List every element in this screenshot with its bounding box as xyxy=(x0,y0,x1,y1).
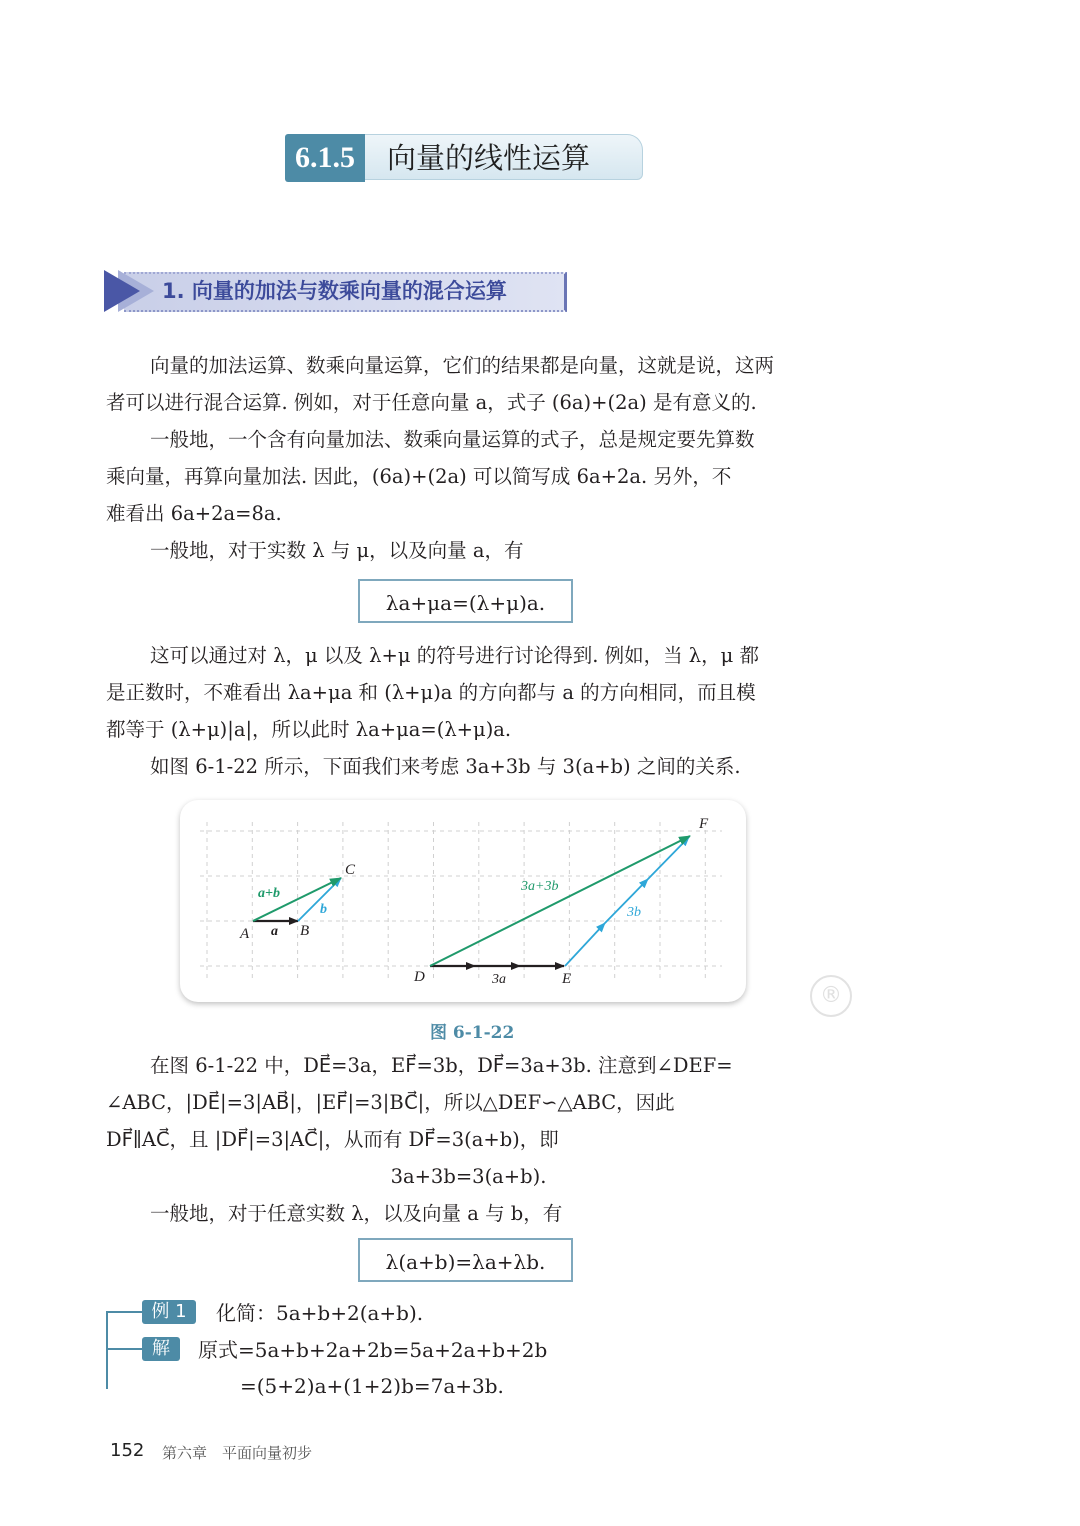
p1-line2: 者可以进行混合运算. 例如，对于任意向量 a，式子 (6a)+(2a) 是有意义的. xyxy=(106,391,757,414)
paragraph-3 xyxy=(106,1047,831,1232)
p6-line3: DF⃗∥AC⃗，且 |DF⃗|=3|AC⃗|，从而有 DF⃗=3(a+b)，即 xyxy=(106,1128,559,1151)
chapter-title: 第六章 平面向量初步 xyxy=(162,1444,313,1462)
p4-line2: 是正数时，不难看出 λa+μa 和 (λ+μ)a 的方向都与 a 的方向相同，而且模 xyxy=(106,681,756,704)
p4-line1: 这可以通过对 λ，μ 以及 λ+μ 的符号进行讨论得到. 例如，当 λ，μ 都 xyxy=(150,644,760,667)
example-label: 例 1 xyxy=(142,1300,196,1324)
p2-line2: 乘向量，再算向量加法. 因此，(6a)+(2a) 可以简写成 6a+2a. 另外，不 xyxy=(106,465,732,488)
p4-line3: 都等于 (λ+μ)|a|，所以此时 λa+μa=(λ+μ)a. xyxy=(106,718,512,741)
p6-equation: 3a+3b=3(a+b). xyxy=(390,1165,547,1188)
example-connector-1 xyxy=(106,1311,142,1313)
registered-watermark-icon: ® xyxy=(810,975,852,1017)
p2-line1: 一般地，一个含有向量加法、数乘向量运算的式子，总是规定要先算数 xyxy=(150,428,755,451)
example-question: 化简：5a+b+2(a+b). xyxy=(216,1301,424,1325)
section-title-text: 向量的线性运算 xyxy=(365,134,643,180)
section-title xyxy=(285,134,645,182)
p2-line3: 难看出 6a+2a=8a. xyxy=(106,502,282,525)
label-a: a xyxy=(271,924,278,939)
label-3a-plus-3b: 3a+3b xyxy=(521,879,559,894)
vector-3b-seg3 xyxy=(648,837,689,879)
subsection-heading xyxy=(104,270,566,312)
point-F: F xyxy=(699,816,709,832)
p6-line1: 在图 6-1-22 中，DE⃗=3a，EF⃗=3b，DF⃗=3a+3b. 注意到∠DEF= xyxy=(150,1054,733,1077)
subsection-arrow-icon xyxy=(104,270,140,312)
label-a-plus-b: a+b xyxy=(258,886,280,901)
example-bracket-line xyxy=(106,1311,108,1389)
formula-2: λ(a+b)=λa+λb. xyxy=(385,1250,546,1274)
subsection-title: 1. 向量的加法与数乘向量的混合运算 xyxy=(162,279,507,303)
grid xyxy=(200,822,722,980)
example-connector-2 xyxy=(106,1348,142,1350)
p7: 一般地，对于任意实数 λ，以及向量 a 与 b，有 xyxy=(150,1202,563,1225)
p5: 如图 6-1-22 所示，下面我们来考虑 3a+3b 与 3(a+b) 之间的关系. xyxy=(150,755,741,778)
formula-1: λa+μa=(λ+μ)a. xyxy=(385,591,546,615)
point-D: D xyxy=(414,969,425,985)
p3: 一般地，对于实数 λ 与 μ，以及向量 a，有 xyxy=(150,539,524,562)
paragraph-1 xyxy=(106,347,831,569)
solution-label: 解 xyxy=(142,1337,180,1361)
solution-line-1: 原式=5a+b+2a+2b=5a+2a+b+2b xyxy=(198,1338,548,1362)
vector-diagram xyxy=(180,800,746,1002)
vector-3b-seg1 xyxy=(565,923,605,966)
figure-caption: 图 6-1-22 xyxy=(430,1023,515,1043)
p6-line2: ∠ABC，|DE⃗|=3|AB⃗|，|EF⃗|=3|BC⃗|，所以△DEF∽△ABC，因此 xyxy=(106,1091,675,1114)
vector-3a-plus-3b xyxy=(430,836,690,966)
formula-box-2 xyxy=(358,1238,573,1282)
page-number: 152 xyxy=(110,1440,145,1461)
point-A: A xyxy=(240,926,250,942)
label-3a: 3a xyxy=(492,972,506,987)
formula-box-1 xyxy=(358,579,573,623)
label-b: b xyxy=(320,902,327,917)
point-B: B xyxy=(300,923,310,939)
figure-6-1-22 xyxy=(180,800,746,1002)
solution-line-2: =(5+2)a+(1+2)b=7a+3b. xyxy=(240,1374,504,1398)
point-C: C xyxy=(345,862,356,878)
p1-line1: 向量的加法运算、数乘向量运算，它们的结果都是向量，这就是说，这两 xyxy=(150,354,775,377)
point-E: E xyxy=(562,971,572,987)
label-3b: 3b xyxy=(627,905,641,920)
section-number: 6.1.5 xyxy=(285,134,365,182)
paragraph-2 xyxy=(106,637,831,785)
